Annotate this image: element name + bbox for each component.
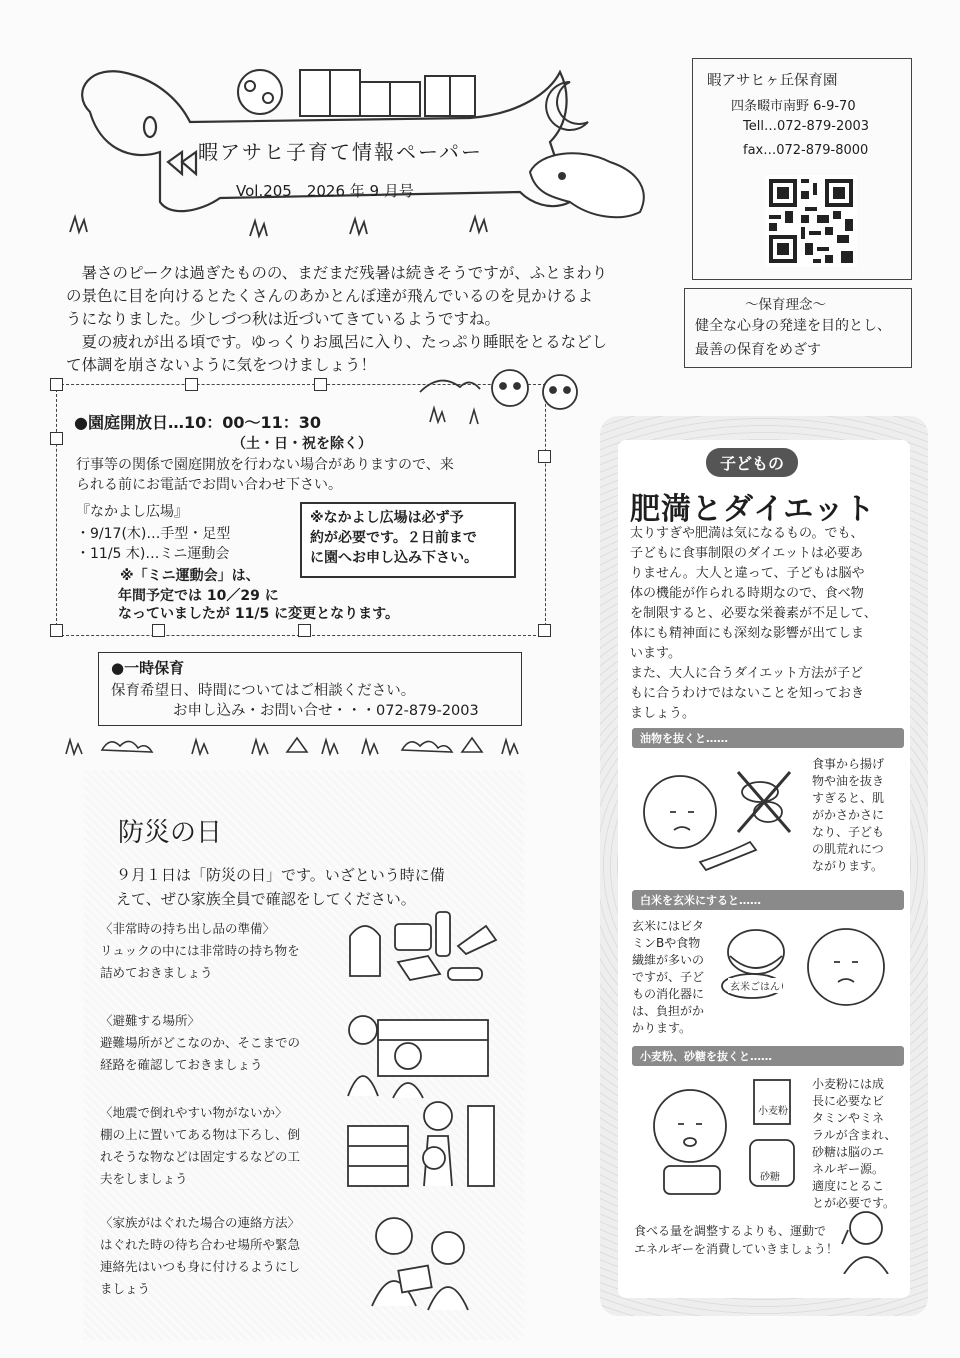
garden-note-1: 行事等の関係で園庭開放を行わない場合がありますので、来 bbox=[76, 457, 454, 473]
rice-text-line: ですが、子ど bbox=[632, 970, 705, 984]
reservation-line: 約が必要です。２日前まで bbox=[310, 530, 477, 546]
disaster-item-line: れそうな物などは固定するなどの工 bbox=[100, 1149, 301, 1164]
qr-code-icon[interactable] bbox=[765, 175, 857, 267]
corner-marker bbox=[538, 450, 551, 463]
flour-text-line: とが必要です。 bbox=[812, 1196, 896, 1210]
disaster-item-line: 棚の上に置いてある物は下ろし、倒 bbox=[100, 1127, 301, 1142]
corner-marker bbox=[50, 378, 63, 391]
rice-bowl-label: 玄米ごはん bbox=[728, 978, 782, 993]
corner-marker bbox=[50, 624, 63, 637]
disaster-item-line: 詰めておきましょう bbox=[100, 965, 213, 980]
disaster-item bbox=[100, 1012, 340, 1074]
newsletter-title: 暇アサヒ子育て情報ペーパー bbox=[198, 140, 483, 164]
diet-intro-line: 体の機能が作られる時期なので、食べ物 bbox=[630, 586, 864, 601]
temporary-care-heading: ●一時保育 bbox=[111, 659, 185, 677]
flour-bag-label: 小麦粉 bbox=[758, 1106, 788, 1117]
temporary-care-line: 保育希望日、時間についてはご相談ください。 bbox=[111, 683, 416, 699]
disaster-item-head: 〈非常時の持ち出し品の準備〉 bbox=[100, 921, 276, 936]
diet-footer-line: 食べる量を調整するよりも、運動で bbox=[634, 1224, 827, 1238]
child-oil-illustration bbox=[630, 752, 800, 882]
intro-paragraph bbox=[66, 262, 666, 377]
garden-open-heading: ●園庭開放日…10：00～11：30 bbox=[74, 413, 322, 432]
oil-text-line: の肌荒れにつ bbox=[812, 842, 884, 856]
change-note-2: 年間予定では 10／29 に bbox=[118, 588, 279, 604]
disaster-intro: ９月１日は「防災の日」です。いざという時に備 bbox=[116, 866, 445, 884]
diet-footer-line: エネルギーを消費していきましょう！ bbox=[634, 1242, 839, 1256]
disaster-item-line: 夫をしましょう bbox=[100, 1171, 188, 1186]
disaster-item bbox=[100, 1104, 340, 1188]
garden-note-2: られる前にお電話でお問い合わせ下さい。 bbox=[76, 477, 342, 493]
diet-intro-line: 体にも精神面にも深刻な影響が出てしま bbox=[630, 626, 865, 641]
family-contact-illustration bbox=[364, 1206, 504, 1316]
oil-text-line: がかさかさに bbox=[812, 808, 885, 822]
disaster-item-line: リュックの中には非常時の持ち物を bbox=[100, 943, 300, 958]
nakayoshi-item: ・9/17(木)…手型・足型 bbox=[76, 526, 231, 542]
diet-intro-line: また、大人に合うダイエット方法が子ど bbox=[630, 666, 863, 681]
nurse-illustration bbox=[836, 1204, 896, 1274]
grass-divider bbox=[62, 732, 532, 756]
flour-text-line: ラルが含まれ、 bbox=[812, 1128, 897, 1142]
nakayoshi-title: 『なかよし広場』 bbox=[76, 504, 188, 520]
intro-line: の景色に目を向けるとたくさんのあかとんぼ達が飛んでいるのを見かけるよ bbox=[66, 287, 594, 305]
reservation-notice bbox=[300, 502, 516, 578]
diet-intro-line: 子どもに食事制限のダイエットは必要あ bbox=[630, 546, 863, 561]
rice-text-line: は、負担がか bbox=[632, 1004, 705, 1018]
rice-text-line: 繊維が多いの bbox=[632, 953, 705, 967]
rice-text-line: もの消化器に bbox=[632, 987, 705, 1001]
school-fax: fax…072-879-8000 bbox=[743, 143, 869, 158]
oil-section-header: 油物を抜くと…… bbox=[632, 728, 904, 748]
flour-text-line: 砂糖は脳のエ bbox=[812, 1145, 885, 1159]
philosophy-line1: 健全な心身の発達を目的とし、 bbox=[695, 318, 891, 334]
flour-section-header: 小麦粉、砂糖を抜くと…… bbox=[632, 1046, 904, 1066]
temporary-care-contact[interactable]: お申し込み・お問い合せ・・・072-879-2003 bbox=[173, 703, 479, 719]
contact-box bbox=[692, 58, 912, 280]
disaster-intro: えて、ぜひ家族全員で確認をしてください。 bbox=[116, 890, 416, 908]
flour-text-line: ネルギー源。 bbox=[812, 1162, 885, 1176]
school-name: 暇アサヒヶ丘保育園 bbox=[707, 73, 838, 89]
flour-text-line: タミンやミネ bbox=[812, 1111, 885, 1125]
oil-section-text bbox=[812, 756, 884, 875]
flour-text-line: 適度にとるこ bbox=[812, 1179, 885, 1193]
diet-footer bbox=[634, 1222, 838, 1258]
disaster-item-line: 経路を確認しておきましょう bbox=[100, 1057, 263, 1072]
disaster-item-head: 〈避難する場所〉 bbox=[100, 1013, 201, 1028]
corner-marker bbox=[185, 378, 198, 391]
child-rice-illustration bbox=[716, 912, 896, 1032]
rice-text-line: 玄米にはビタ bbox=[632, 919, 705, 933]
diet-intro-line: もに合うわけではないことを知っておき bbox=[630, 686, 865, 701]
corner-marker bbox=[298, 624, 311, 637]
corner-marker bbox=[538, 624, 551, 637]
diet-title: 肥満とダイエット bbox=[630, 492, 876, 527]
volume-issue: Vol.205 2026 年 9 月号 bbox=[236, 182, 414, 200]
rice-section-header: 白米を玄米にすると…… bbox=[632, 890, 904, 910]
oil-text-line: 食事から揚げ bbox=[812, 757, 885, 771]
disaster-item-line: ましょう bbox=[100, 1281, 151, 1296]
rice-text-line: かります。 bbox=[632, 1021, 692, 1035]
disaster-title: 防災の日 bbox=[118, 818, 223, 848]
diet-intro-line: 太りすぎや肥満は気になるもの。でも、 bbox=[630, 526, 864, 541]
disaster-item-head: 〈地震で倒れやすい物がないか〉 bbox=[100, 1105, 288, 1120]
raccoon-illustration bbox=[410, 362, 590, 428]
philosophy-box bbox=[684, 288, 912, 368]
diet-badge: 子どもの bbox=[706, 448, 798, 477]
corner-marker bbox=[152, 624, 165, 637]
disaster-item-head: 〈家族がはぐれた場合の連絡方法〉 bbox=[100, 1215, 301, 1230]
reservation-line: に園へお申し込み下さい。 bbox=[310, 550, 478, 566]
school-tel[interactable]: Tell…072-879-2003 bbox=[743, 119, 870, 134]
diet-intro-line: います。 bbox=[630, 646, 681, 661]
oil-text-line: すぎると、肌 bbox=[812, 791, 885, 805]
school-address: 四条畷市南野 6-9-70 bbox=[731, 99, 856, 114]
disaster-item-line: はぐれた時の待ち合わせ場所や緊急 bbox=[100, 1237, 301, 1252]
rice-section-text bbox=[632, 918, 704, 1037]
reservation-line: ※なかよし広場は必ず予 bbox=[310, 510, 464, 526]
rice-text-line: ミンBや食物 bbox=[632, 936, 701, 950]
diet-intro-line: りません。大人と違って、子どもは脳や bbox=[630, 566, 865, 581]
oil-text-line: なり、子ども bbox=[812, 825, 885, 839]
intro-line: 暑さのピークは過ぎたものの、まだまだ残暑は続きそうですが、ふとまわり bbox=[66, 264, 608, 282]
oil-text-line: 物や油を抜き bbox=[812, 774, 885, 788]
intro-line: うになりました。少しづつ秋は近づいてきているようですね。 bbox=[66, 310, 501, 328]
emergency-kit-illustration bbox=[340, 906, 500, 1002]
garden-open-except: （土・日・祝を除く） bbox=[232, 436, 372, 452]
diet-intro-line: ましょう。 bbox=[630, 706, 696, 721]
intro-line: て体調を崩さないように気をつけましょう！ bbox=[66, 356, 377, 374]
disaster-item bbox=[100, 1214, 340, 1298]
disaster-item bbox=[100, 920, 340, 982]
corner-marker bbox=[50, 432, 63, 445]
oil-text-line: ながります。 bbox=[812, 859, 884, 873]
flour-section-text bbox=[812, 1076, 896, 1212]
evacuation-illustration bbox=[338, 1000, 498, 1100]
intro-line: 夏の疲れが出る頃です。ゆっくりお風呂に入り、たっぷり睡眠をとるなどし bbox=[66, 333, 608, 351]
child-flour-illustration bbox=[630, 1070, 810, 1200]
flour-text-line: 小麦粉には成 bbox=[812, 1077, 885, 1091]
nakayoshi-item: ・11/5 木)…ミニ運動会 bbox=[76, 546, 230, 562]
disaster-item-line: 連絡先はいつも身に付けるようにし bbox=[100, 1259, 301, 1274]
corner-marker bbox=[314, 378, 327, 391]
flour-text-line: 長に必要なビ bbox=[812, 1094, 885, 1108]
diet-intro bbox=[630, 524, 910, 724]
diet-intro-line: を制限すると、必要な栄養素が不足して、 bbox=[630, 606, 877, 621]
temporary-care-box bbox=[98, 652, 522, 726]
philosophy-line2: 最善の保育をめざす bbox=[695, 342, 821, 358]
sugar-jar-label: 砂糖 bbox=[760, 1172, 780, 1183]
change-note-3: なっていましたが 11/5 に変更となります。 bbox=[118, 606, 399, 622]
change-note-1: ※「ミニ運動会」は、 bbox=[120, 568, 260, 584]
philosophy-title: ～保育理念～ bbox=[745, 297, 826, 313]
earthquake-shelf-illustration bbox=[338, 1096, 508, 1196]
disaster-item-line: 避難場所がどこなのか、そこまでの bbox=[100, 1035, 301, 1050]
